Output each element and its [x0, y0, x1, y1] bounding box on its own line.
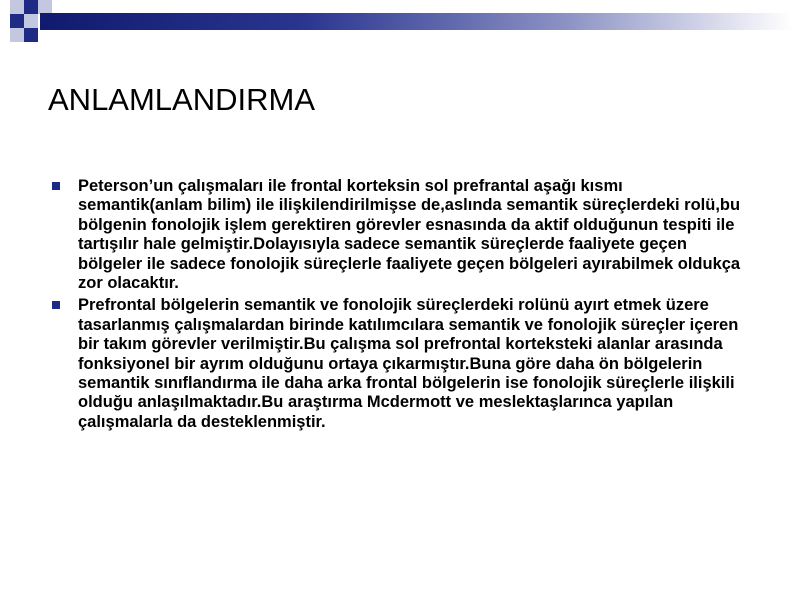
slide-title: ANLAMLANDIRMA — [48, 82, 315, 117]
square-bullet-icon — [52, 301, 60, 309]
decorative-square — [24, 0, 38, 14]
square-bullet-icon — [52, 182, 60, 190]
bullet-list — [52, 177, 742, 435]
header-gradient-bar — [40, 13, 792, 30]
bullet-item — [52, 296, 742, 432]
decorative-square — [24, 28, 38, 42]
decorative-square — [24, 14, 38, 28]
decorative-square — [10, 14, 24, 28]
bullet-item — [52, 177, 742, 293]
decorative-square — [10, 28, 24, 42]
bullet-text: Prefrontal bölgelerin semantik ve fonolojik süreçlerdeki rolünü ayırt etmek üzere tasarlanmış çalışmalardan birinde katılımcılara semantik ve fonolojik süreçler içeren bir takım görevler verilmiştir.Bu çalışma sol prefrontal korteksteki alanlar arasında fonksiyonel bir ayrım olduğunu ortaya çıkarmıştır.Buna göre daha ön bölgelerin semantik sınıflandırma ile daha arka frontal bölgelerin ise fonolojik süreçlerle ilişkili olduğu anlaşılmaktadır.Bu araştırma Mcdermott ve meslektaşlarınca yapılan çalışmalarla da desteklenmiştir. — [78, 296, 739, 431]
decorative-square — [38, 0, 52, 14]
decorative-square — [10, 0, 24, 14]
bullet-text: Peterson’un çalışmaları ile frontal korteksin sol prefrantal aşağı kısmı semantik(anlam bilim) ile ilişkilendirilmişse de,aslında semantik süreçlerdeki rolü,bu bölgenin fonolojik işlem gerektiren görevler esnasında da aktif olduğunun tespiti ile tartışılır hale gelmiştir.Dolayısıyla sadece semantik süreçlerde faaliyete geçen bölgeler ile sadece fonolojik süreçlerle faaliyete geçen bölgeleri ayırabilmek oldukça zor olacaktır. — [78, 177, 741, 293]
